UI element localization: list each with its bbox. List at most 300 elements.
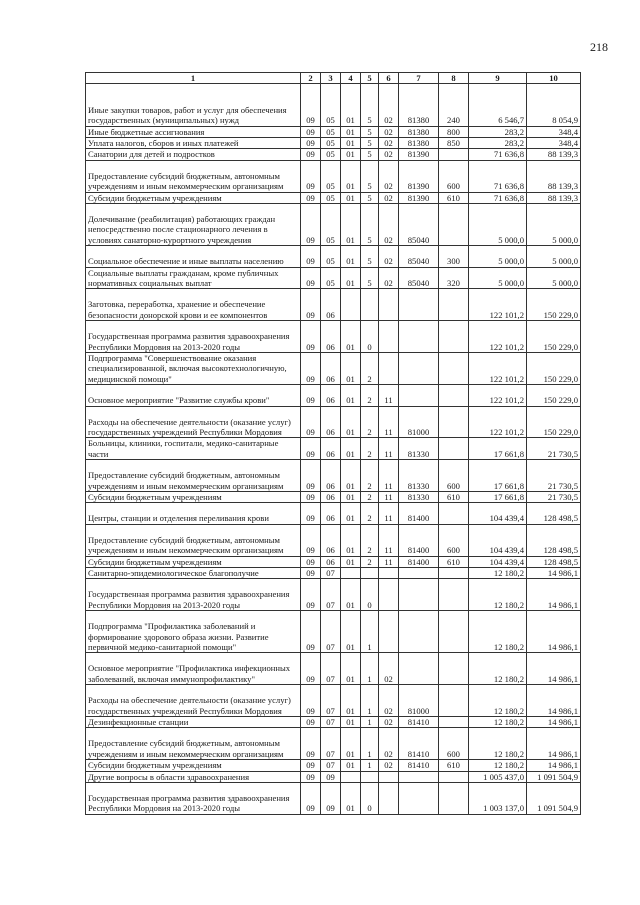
code-cell: 81400 <box>399 556 439 567</box>
amount-cell-col10: 14 986,1 <box>527 760 581 771</box>
code-cell: 2 <box>361 460 379 492</box>
table-row <box>86 611 581 653</box>
row-name-cell: Социальное обеспечение и иные выплаты населению <box>86 246 301 267</box>
code-cell: 01 <box>341 653 361 685</box>
code-cell: 07 <box>321 653 341 685</box>
code-cell: 01 <box>341 84 361 126</box>
code-cell <box>439 438 469 460</box>
code-cell <box>399 385 439 406</box>
amount-cell-col10: 88 139,3 <box>527 160 581 192</box>
code-cell: 2 <box>361 556 379 567</box>
code-cell: 01 <box>341 267 361 289</box>
code-cell: 02 <box>379 685 399 717</box>
table-row <box>86 267 581 289</box>
code-cell: 09 <box>301 556 321 567</box>
code-cell <box>439 321 469 353</box>
code-cell <box>399 653 439 685</box>
code-cell: 85040 <box>399 246 439 267</box>
code-cell: 81380 <box>399 138 439 149</box>
table-row <box>86 321 581 353</box>
amount-cell-col10: 348,4 <box>527 126 581 137</box>
amount-cell-col10: 5 000,0 <box>527 204 581 246</box>
amount-cell-col9: 104 439,4 <box>469 556 527 567</box>
code-cell <box>379 289 399 321</box>
code-cell: 600 <box>439 460 469 492</box>
code-cell: 81330 <box>399 460 439 492</box>
code-cell: 09 <box>301 289 321 321</box>
code-cell: 81330 <box>399 438 439 460</box>
amount-cell-col9: 12 180,2 <box>469 717 527 728</box>
code-cell: 09 <box>301 149 321 160</box>
code-cell: 81410 <box>399 760 439 771</box>
code-cell: 02 <box>379 246 399 267</box>
code-cell: 300 <box>439 246 469 267</box>
code-cell <box>439 289 469 321</box>
table-row <box>86 246 581 267</box>
code-cell: 02 <box>379 192 399 203</box>
code-cell: 06 <box>321 385 341 406</box>
page-number: 218 <box>590 40 608 54</box>
code-cell: 06 <box>321 492 341 503</box>
amount-cell-col10: 128 498,5 <box>527 503 581 524</box>
code-cell: 09 <box>301 611 321 653</box>
amount-cell-col10: 88 139,3 <box>527 149 581 160</box>
code-cell: 02 <box>379 267 399 289</box>
code-cell <box>439 385 469 406</box>
column-header: 3 <box>321 73 341 84</box>
code-cell <box>439 783 469 815</box>
code-cell: 01 <box>341 385 361 406</box>
row-name-cell: Государственная программа развития здравоохранения Республики Мордовия на 2013-2020 годы <box>86 321 301 353</box>
row-name-cell: Субсидии бюджетным учреждениям <box>86 556 301 567</box>
code-cell <box>379 353 399 385</box>
row-name-cell: Центры, станции и отделения переливания крови <box>86 503 301 524</box>
row-name-cell: Субсидии бюджетным учреждениям <box>86 760 301 771</box>
row-name-cell: Больницы, клиники, госпитали, медико-санитарные части <box>86 438 301 460</box>
amount-cell-col10: 88 139,3 <box>527 192 581 203</box>
code-cell: 81330 <box>399 492 439 503</box>
amount-cell-col9: 12 180,2 <box>469 685 527 717</box>
code-cell: 81390 <box>399 149 439 160</box>
code-cell <box>399 771 439 782</box>
table-row <box>86 771 581 782</box>
code-cell: 610 <box>439 760 469 771</box>
amount-cell-col9: 71 636,8 <box>469 192 527 203</box>
amount-cell-col9: 104 439,4 <box>469 524 527 556</box>
code-cell: 02 <box>379 160 399 192</box>
table-row <box>86 728 581 760</box>
amount-cell-col9: 12 180,2 <box>469 579 527 611</box>
code-cell: 01 <box>341 503 361 524</box>
code-cell: 09 <box>301 353 321 385</box>
amount-cell-col9: 122 101,2 <box>469 385 527 406</box>
amount-cell-col10: 21 730,5 <box>527 438 581 460</box>
code-cell: 11 <box>379 438 399 460</box>
amount-cell-col10: 14 986,1 <box>527 611 581 653</box>
column-header: 1 <box>86 73 301 84</box>
table-row <box>86 192 581 203</box>
code-cell: 01 <box>341 783 361 815</box>
amount-cell-col9: 71 636,8 <box>469 149 527 160</box>
code-cell: 01 <box>341 492 361 503</box>
code-cell: 05 <box>321 84 341 126</box>
code-cell: 01 <box>341 353 361 385</box>
code-cell: 02 <box>379 84 399 126</box>
code-cell <box>439 611 469 653</box>
code-cell: 01 <box>341 460 361 492</box>
code-cell <box>379 771 399 782</box>
code-cell: 11 <box>379 524 399 556</box>
code-cell <box>399 353 439 385</box>
column-header: 2 <box>301 73 321 84</box>
code-cell: 81400 <box>399 503 439 524</box>
table-row <box>86 460 581 492</box>
table-row <box>86 568 581 579</box>
code-cell: 09 <box>301 492 321 503</box>
code-cell: 06 <box>321 438 341 460</box>
code-cell: 81400 <box>399 524 439 556</box>
code-cell: 09 <box>321 771 341 782</box>
code-cell <box>439 204 469 246</box>
table-row <box>86 438 581 460</box>
code-cell: 09 <box>301 685 321 717</box>
table-row <box>86 524 581 556</box>
code-cell <box>439 653 469 685</box>
code-cell <box>439 353 469 385</box>
code-cell <box>439 503 469 524</box>
code-cell: 06 <box>321 289 341 321</box>
table-row <box>86 204 581 246</box>
table-row <box>86 160 581 192</box>
code-cell: 1 <box>361 728 379 760</box>
amount-cell-col10: 150 229,0 <box>527 353 581 385</box>
column-header: 6 <box>379 73 399 84</box>
code-cell: 5 <box>361 192 379 203</box>
amount-cell-col10: 1 091 504,9 <box>527 783 581 815</box>
column-header: 8 <box>439 73 469 84</box>
table-row <box>86 406 581 438</box>
code-cell: 11 <box>379 385 399 406</box>
row-name-cell: Основное мероприятие "Развитие службы крови" <box>86 385 301 406</box>
code-cell: 02 <box>379 204 399 246</box>
code-cell: 0 <box>361 321 379 353</box>
code-cell: 2 <box>361 524 379 556</box>
amount-cell-col9: 283,2 <box>469 138 527 149</box>
code-cell: 5 <box>361 160 379 192</box>
code-cell <box>361 771 379 782</box>
code-cell: 11 <box>379 406 399 438</box>
code-cell: 1 <box>361 653 379 685</box>
code-cell: 5 <box>361 267 379 289</box>
code-cell: 02 <box>379 728 399 760</box>
code-cell: 01 <box>341 138 361 149</box>
code-cell: 01 <box>341 192 361 203</box>
code-cell: 320 <box>439 267 469 289</box>
amount-cell-col10: 150 229,0 <box>527 406 581 438</box>
table-row <box>86 717 581 728</box>
row-name-cell: Субсидии бюджетным учреждениям <box>86 192 301 203</box>
code-cell <box>361 289 379 321</box>
code-cell: 09 <box>301 524 321 556</box>
column-header: 5 <box>361 73 379 84</box>
code-cell: 1 <box>361 717 379 728</box>
code-cell: 600 <box>439 728 469 760</box>
code-cell: 05 <box>321 160 341 192</box>
code-cell: 01 <box>341 406 361 438</box>
code-cell: 2 <box>361 503 379 524</box>
code-cell: 09 <box>301 460 321 492</box>
code-cell <box>341 289 361 321</box>
code-cell <box>439 568 469 579</box>
table-row <box>86 556 581 567</box>
amount-cell-col9: 12 180,2 <box>469 653 527 685</box>
code-cell: 11 <box>379 503 399 524</box>
amount-cell-col10: 14 986,1 <box>527 568 581 579</box>
code-cell: 09 <box>301 204 321 246</box>
code-cell: 06 <box>321 406 341 438</box>
code-cell: 07 <box>321 685 341 717</box>
code-cell: 5 <box>361 126 379 137</box>
code-cell: 06 <box>321 460 341 492</box>
code-cell: 81380 <box>399 84 439 126</box>
code-cell: 610 <box>439 556 469 567</box>
code-cell <box>439 685 469 717</box>
code-cell: 09 <box>301 503 321 524</box>
table-row <box>86 760 581 771</box>
row-name-cell: Расходы на обеспечение деятельности (оказание услуг) государственных учреждений Республики Мордовия <box>86 406 301 438</box>
code-cell <box>439 406 469 438</box>
amount-cell-col9: 71 636,8 <box>469 160 527 192</box>
amount-cell-col9: 12 180,2 <box>469 728 527 760</box>
row-name-cell: Предоставление субсидий бюджетным, автономным учреждениям и иным некоммерческим организациям <box>86 728 301 760</box>
amount-cell-col10: 14 986,1 <box>527 685 581 717</box>
table-row <box>86 579 581 611</box>
row-name-cell: Подпрограмма "Профилактика заболеваний и формирование здорового образа жизни. Развитие первичной медико-санитарной помощи" <box>86 611 301 653</box>
amount-cell-col9: 6 546,7 <box>469 84 527 126</box>
column-header: 10 <box>527 73 581 84</box>
table-row <box>86 138 581 149</box>
code-cell: 850 <box>439 138 469 149</box>
code-cell: 600 <box>439 160 469 192</box>
amount-cell-col10: 8 054,9 <box>527 84 581 126</box>
code-cell: 01 <box>341 438 361 460</box>
code-cell: 09 <box>301 783 321 815</box>
row-name-cell: Санитарно-эпидемиологическое благополучие <box>86 568 301 579</box>
code-cell <box>379 611 399 653</box>
amount-cell-col10: 14 986,1 <box>527 728 581 760</box>
row-name-cell: Государственная программа развития здравоохранения Республики Мордовия на 2013-2020 годы <box>86 579 301 611</box>
code-cell: 05 <box>321 204 341 246</box>
code-cell: 09 <box>301 246 321 267</box>
code-cell: 06 <box>321 524 341 556</box>
code-cell: 01 <box>341 611 361 653</box>
code-cell: 01 <box>341 728 361 760</box>
code-cell: 09 <box>301 438 321 460</box>
amount-cell-col9: 12 180,2 <box>469 760 527 771</box>
code-cell: 09 <box>301 84 321 126</box>
code-cell: 800 <box>439 126 469 137</box>
row-name-cell: Долечивание (реабилитация) работающих граждан непосредственно после стационарного лечения в условиях санаторно-курортного учреждения <box>86 204 301 246</box>
code-cell: 06 <box>321 503 341 524</box>
code-cell: 05 <box>321 126 341 137</box>
amount-cell-col9: 1 005 437,0 <box>469 771 527 782</box>
code-cell <box>439 717 469 728</box>
amount-cell-col10: 128 498,5 <box>527 556 581 567</box>
code-cell: 07 <box>321 579 341 611</box>
amount-cell-col9: 17 661,8 <box>469 460 527 492</box>
amount-cell-col9: 5 000,0 <box>469 204 527 246</box>
amount-cell-col10: 1 091 504,9 <box>527 771 581 782</box>
code-cell <box>439 771 469 782</box>
code-cell: 09 <box>301 126 321 137</box>
code-cell: 01 <box>341 717 361 728</box>
amount-cell-col9: 122 101,2 <box>469 353 527 385</box>
amount-cell-col9: 5 000,0 <box>469 246 527 267</box>
table-row <box>86 783 581 815</box>
row-name-cell: Санатории для детей и подростков <box>86 149 301 160</box>
column-header: 9 <box>469 73 527 84</box>
code-cell: 81410 <box>399 717 439 728</box>
row-name-cell: Основное мероприятие "Профилактика инфекционных заболеваний, включая иммунопрофилактику" <box>86 653 301 685</box>
code-cell <box>379 579 399 611</box>
row-name-cell: Другие вопросы в области здравоохранения <box>86 771 301 782</box>
amount-cell-col9: 17 661,8 <box>469 492 527 503</box>
amount-cell-col10: 21 730,5 <box>527 460 581 492</box>
code-cell: 09 <box>301 717 321 728</box>
code-cell: 01 <box>341 556 361 567</box>
code-cell: 81000 <box>399 406 439 438</box>
amount-cell-col9: 1 003 137,0 <box>469 783 527 815</box>
code-cell: 02 <box>379 653 399 685</box>
code-cell: 07 <box>321 717 341 728</box>
code-cell: 01 <box>341 126 361 137</box>
row-name-cell: Предоставление субсидий бюджетным, автономным учреждениям и иным некоммерческим организациям <box>86 460 301 492</box>
code-cell: 09 <box>301 568 321 579</box>
amount-cell-col10: 14 986,1 <box>527 717 581 728</box>
code-cell: 2 <box>361 385 379 406</box>
code-cell: 09 <box>301 406 321 438</box>
code-cell: 81000 <box>399 685 439 717</box>
code-cell: 0 <box>361 783 379 815</box>
row-name-cell: Предоставление субсидий бюджетным, автономным учреждениям и иным некоммерческим организациям <box>86 524 301 556</box>
code-cell: 2 <box>361 438 379 460</box>
code-cell: 5 <box>361 138 379 149</box>
code-cell: 81410 <box>399 728 439 760</box>
column-header: 4 <box>341 73 361 84</box>
row-name-cell: Предоставление субсидий бюджетным, автономным учреждениям и иным некоммерческим организациям <box>86 160 301 192</box>
amount-cell-col9: 12 180,2 <box>469 611 527 653</box>
code-cell: 1 <box>361 685 379 717</box>
code-cell: 5 <box>361 84 379 126</box>
code-cell <box>341 568 361 579</box>
code-cell: 1 <box>361 611 379 653</box>
table-row <box>86 685 581 717</box>
code-cell: 09 <box>301 760 321 771</box>
code-cell <box>399 321 439 353</box>
code-cell: 02 <box>379 717 399 728</box>
amount-cell-col10: 150 229,0 <box>527 289 581 321</box>
code-cell: 06 <box>321 556 341 567</box>
code-cell: 01 <box>341 160 361 192</box>
code-cell: 81380 <box>399 126 439 137</box>
code-cell: 09 <box>301 728 321 760</box>
table-row <box>86 385 581 406</box>
code-cell: 07 <box>321 568 341 579</box>
code-cell: 11 <box>379 556 399 567</box>
code-cell <box>361 568 379 579</box>
code-cell: 05 <box>321 149 341 160</box>
table-row <box>86 84 581 126</box>
code-cell: 2 <box>361 492 379 503</box>
code-cell: 09 <box>301 138 321 149</box>
amount-cell-col10: 21 730,5 <box>527 492 581 503</box>
code-cell: 09 <box>301 160 321 192</box>
code-cell: 85040 <box>399 204 439 246</box>
code-cell: 0 <box>361 579 379 611</box>
code-cell: 07 <box>321 760 341 771</box>
code-cell: 11 <box>379 492 399 503</box>
amount-cell-col9: 104 439,4 <box>469 503 527 524</box>
table-row <box>86 653 581 685</box>
code-cell <box>399 611 439 653</box>
amount-cell-col10: 348,4 <box>527 138 581 149</box>
code-cell: 09 <box>301 321 321 353</box>
code-cell: 09 <box>301 653 321 685</box>
amount-cell-col10: 150 229,0 <box>527 385 581 406</box>
code-cell: 09 <box>301 267 321 289</box>
row-name-cell: Социальные выплаты гражданам, кроме публичных нормативных социальных выплат <box>86 267 301 289</box>
code-cell: 09 <box>321 783 341 815</box>
code-cell <box>379 783 399 815</box>
code-cell: 610 <box>439 492 469 503</box>
budget-table <box>85 72 581 815</box>
code-cell: 02 <box>379 138 399 149</box>
table-row <box>86 503 581 524</box>
code-cell: 01 <box>341 524 361 556</box>
code-cell <box>399 783 439 815</box>
code-cell <box>379 568 399 579</box>
code-cell: 01 <box>341 685 361 717</box>
row-name-cell: Подпрограмма "Совершенствование оказания специализированной, включая высокотехнологичную, медицинской помощи" <box>86 353 301 385</box>
amount-cell-col10: 14 986,1 <box>527 653 581 685</box>
code-cell: 01 <box>341 204 361 246</box>
code-cell: 09 <box>301 192 321 203</box>
code-cell: 07 <box>321 611 341 653</box>
code-cell: 01 <box>341 246 361 267</box>
code-cell: 02 <box>379 126 399 137</box>
amount-cell-col10: 150 229,0 <box>527 321 581 353</box>
code-cell <box>399 568 439 579</box>
table-row <box>86 289 581 321</box>
code-cell: 05 <box>321 138 341 149</box>
amount-cell-col10: 5 000,0 <box>527 267 581 289</box>
code-cell: 81390 <box>399 160 439 192</box>
code-cell: 11 <box>379 460 399 492</box>
code-cell: 600 <box>439 524 469 556</box>
row-name-cell: Субсидии бюджетным учреждениям <box>86 492 301 503</box>
code-cell <box>399 289 439 321</box>
code-cell: 09 <box>301 385 321 406</box>
amount-cell-col10: 14 986,1 <box>527 579 581 611</box>
code-cell: 09 <box>301 771 321 782</box>
code-cell: 01 <box>341 149 361 160</box>
table-body <box>86 84 581 814</box>
code-cell: 81390 <box>399 192 439 203</box>
amount-cell-col9: 17 661,8 <box>469 438 527 460</box>
code-cell: 05 <box>321 267 341 289</box>
amount-cell-col10: 5 000,0 <box>527 246 581 267</box>
amount-cell-col9: 122 101,2 <box>469 289 527 321</box>
